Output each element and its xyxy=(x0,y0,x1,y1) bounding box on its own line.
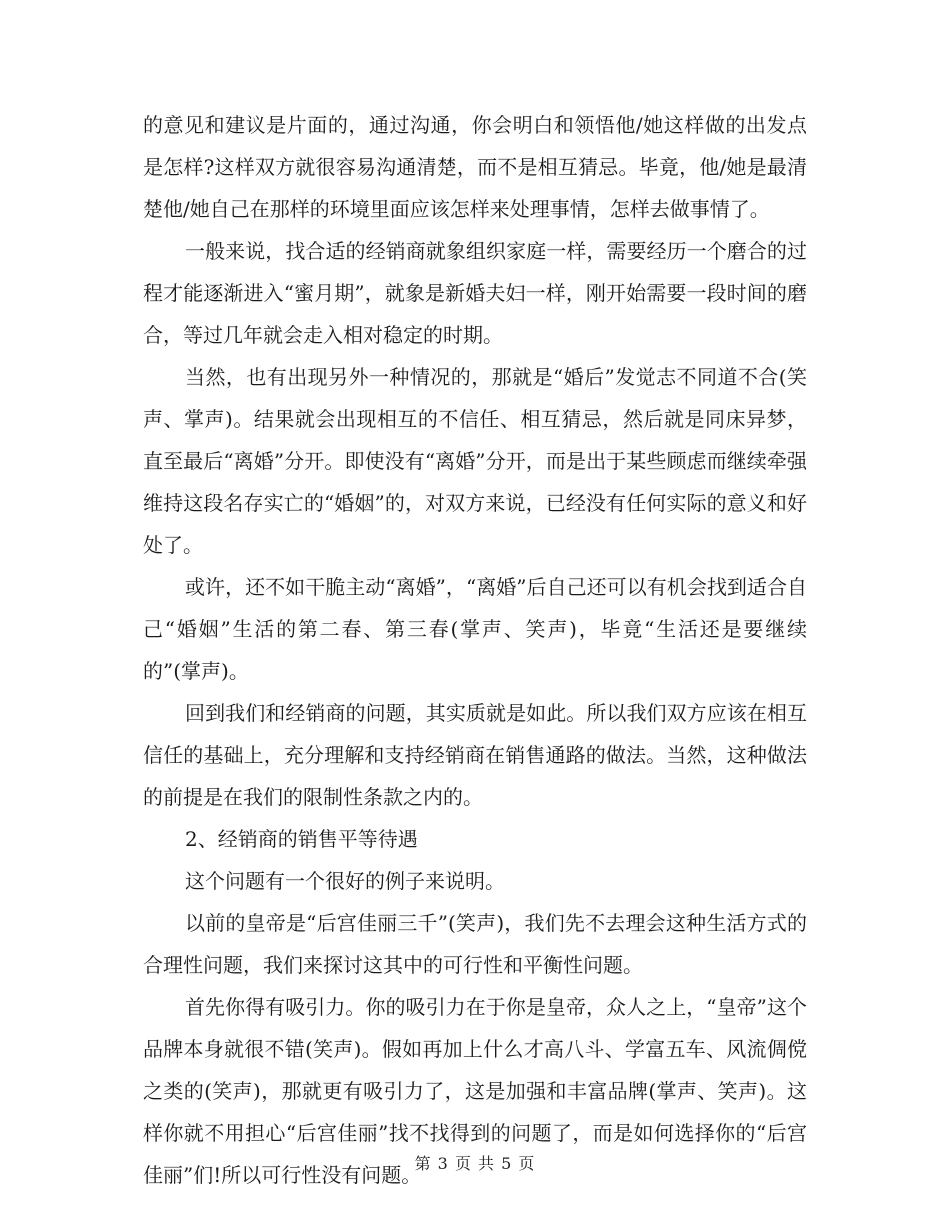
paragraph: 这个问题有一个很好的例子来说明。 xyxy=(185,869,505,893)
paragraph: 以前的皇帝是“后宫佳丽三千”(笑声)，我们先不去理会这种生活方式的合理性问题，我们来探讨这其中的可行性和平衡性问题。 xyxy=(143,911,807,977)
section-heading: 2、经销商的销售平等待遇 xyxy=(185,827,418,851)
paragraph: 回到我们和经销商的问题，其实质就是如此。所以我们双方应该在相互信任的基础上，充分理解和支持经销商在销售通路的做法。当然，这种做法的前提是在我们的限制性条款之内的。 xyxy=(143,701,807,809)
paragraph-continued: 的意见和建议是片面的，通过沟通，你会明白和领悟他/她这样做的出发点是怎样?这样双方就很容易沟通清楚，而不是相互猜忌。毕竟，他/她是最清楚他/她自己在那样的环境里面应该怎样来处理事情，怎样去做事情了。 xyxy=(143,113,807,221)
document-body xyxy=(143,104,807,1196)
paragraph: 或许，还不如干脆主动“离婚”，“离婚”后自己还可以有机会找到适合自己“婚姻”生活的第二春、第三春(掌声、笑声)，毕竟“生活还是要继续的”(掌声)。 xyxy=(143,575,807,683)
paragraph: 当然，也有出现另外一种情况的，那就是“婚后”发觉志不同道不合(笑声、掌声)。结果就会出现相互的不信任、相互猜忌，然后就是同床异梦，直至最后“离婚”分开。即使没有“离婚”分开，而是出于某些顾虑而继续牵强维持这段名存实亡的“婚姻”的，对双方来说，已经没有任何实际的意义和好处了。 xyxy=(143,365,807,557)
paragraph: 一般来说，找合适的经销商就象组织家庭一样，需要经历一个磨合的过程才能逐渐进入“蜜月期”，就象是新婚夫妇一样，刚开始需要一段时间的磨合，等过几年就会走入相对稳定的时期。 xyxy=(143,239,807,347)
paragraph: 首先你得有吸引力。你的吸引力在于你是皇帝，众人之上，“皇帝”这个品牌本身就很不错(笑声)。假如再加上什么才高八斗、学富五车、风流倜傥之类的(笑声)，那就更有吸引力了，这是加强和丰富品牌(掌声、笑声)。这样你就不用担心“后宫佳丽”找不找得到的问题了，而是如何选择你的“后宫佳丽”们!所以可行性没有问题。 xyxy=(143,995,807,1187)
page-number-footer: 第 3 页 共 5 页 xyxy=(414,1154,536,1173)
